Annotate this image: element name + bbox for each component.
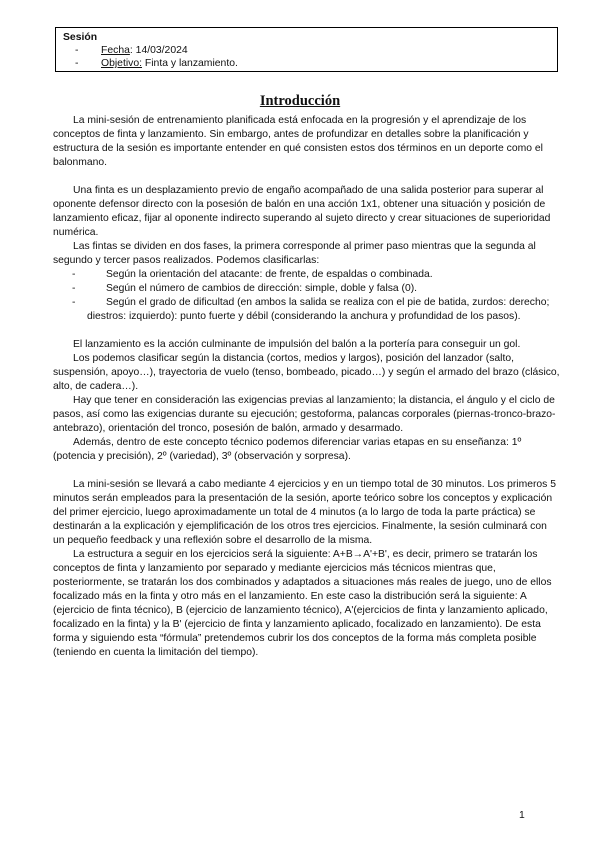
paragraph: Los podemos clasificar según la distancia (cortos, medios y largos), posición del lanzador (salto, suspensión, apoyo…), trayectoria de vuelo (tenso, bombeado, picado…) y según el armado del brazo (clásico, alto, de cadera…). xyxy=(53,353,560,392)
dash-bullet: - xyxy=(75,45,79,56)
paragraph: Hay que tener en consideración las exigencias previas al lanzamiento; la distancia, el ángulo y el ciclo de pasos, así como las exigencias durante su ejecución; gestoforma, palancas corporales (piernas-tronco-brazo-antebrazo), orientación del tronco, posesión de balón, armado y desarmado. xyxy=(53,395,556,434)
objective-label: Objetivo: xyxy=(101,58,143,69)
section-heading: Introducción xyxy=(259,93,341,109)
paragraph: Las fintas se dividen en dos fases, la primera corresponde al primer paso mientras que la segunda al segundo y tercer pasos realizados. Podemos clasificarlas: xyxy=(53,241,536,266)
dash-bullet: - xyxy=(72,269,76,280)
list-item-text: Según el número de cambios de dirección: simple, doble y falsa (0). xyxy=(106,283,418,294)
session-info-box xyxy=(55,27,558,72)
session-date-line xyxy=(63,44,550,57)
paragraph: El lanzamiento es la acción culminante de impulsión del balón a la portería para conseguir un gol. xyxy=(73,339,521,350)
paragraph: La mini-sesión de entrenamiento planificada está enfocada en la progresión y el aprendizaje de los conceptos de finta y lanzamiento. Sin embargo, antes de profundizar en detalles sobre la planificación y estructura de la sesión es importante entender en qué consisten estos dos términos en un deporte como el balonmano. xyxy=(53,115,543,168)
dash-bullet: - xyxy=(75,58,79,69)
list-item-text: Según la orientación del atacante: de frente, de espaldas o combinada. xyxy=(106,269,433,280)
objective-value: Finta y lanzamiento. xyxy=(142,58,238,69)
dash-bullet: - xyxy=(72,283,76,294)
date-value: : 14/03/2024 xyxy=(129,45,188,56)
paragraph: Una finta es un desplazamiento previo de engaño acompañado de una salida posterior para superar al oponente defensor directo con la posesión de balón en una acción 1x1, obtener una situación y posición de lanzamiento eficaz, fijar al oponente indirecto superando al sujeto directo y crear situaciones de superioridad numérica. xyxy=(53,185,551,238)
list-item xyxy=(53,282,560,296)
session-objective-line xyxy=(63,57,550,70)
paragraph: La estructura a seguir en los ejercicios será la siguiente: A+B→A'+B', es decir, primero se tratarán los conceptos de finta y lanzamiento por separado y mediante ejercicios más técnicos mientras que, posteriormente, se tratarán los dos combinados y adaptados a situaciones más reales de juego, uno de ellos focalizado más en la finta y otro más en el lanzamiento. En este caso la distribución será la siguiente: A (ejercicio de finta técnico), B (ejercicio de lanzamiento técnico), A'(ejercicios de finta y lanzamiento aplicado, focalizado en la finta) y la B' (ejercicio de finta y lanzamiento aplicado, focalizado en lanzamiento). De esta forma y siguiendo esta “fórmula” pretendemos cubrir los dos conceptos de la forma más completa posible (teniendo en cuenta la limitación del tiempo). xyxy=(53,549,552,658)
paragraph-gap xyxy=(53,324,560,338)
session-title: Sesión xyxy=(63,32,98,43)
dash-bullet: - xyxy=(72,297,76,308)
paragraph-gap xyxy=(53,464,560,478)
date-label: Fecha xyxy=(101,45,130,56)
body-text xyxy=(53,114,560,660)
list-item xyxy=(53,268,560,282)
paragraph: Además, dentro de este concepto técnico podemos diferenciar varias etapas en su enseñanza: 1º (potencia y precisión), 2º (variedad), 3º (observación y sorpresa). xyxy=(53,437,522,462)
page-number: 1 xyxy=(519,810,525,821)
paragraph-gap xyxy=(53,170,560,184)
paragraph: La mini-sesión se llevará a cabo mediante 4 ejercicios y en un tiempo total de 30 minutos. Los primeros 5 minutos serán empleados para la presentación de la sesión, aporte teórico sobre los conceptos y explicación del primer ejercicio, luego aproximadamente un total de 4 minutos (a lo largo de toda la parte práctica) se destinarán a la explicación y ejemplificación de los otros tres ejercicios. Finalmente, la sesión culminará con un pequeño feedback y una reflexión sobre el desarrollo de la misma. xyxy=(53,479,556,546)
list-item xyxy=(53,296,560,324)
list-item-text: Según el grado de dificultad (en ambos la salida se realiza con el pie de batida, zurdos: derecho; diestros: izquierdo): punto fuerte y débil (considerando la anchura y profundidad de los pasos). xyxy=(87,297,550,322)
